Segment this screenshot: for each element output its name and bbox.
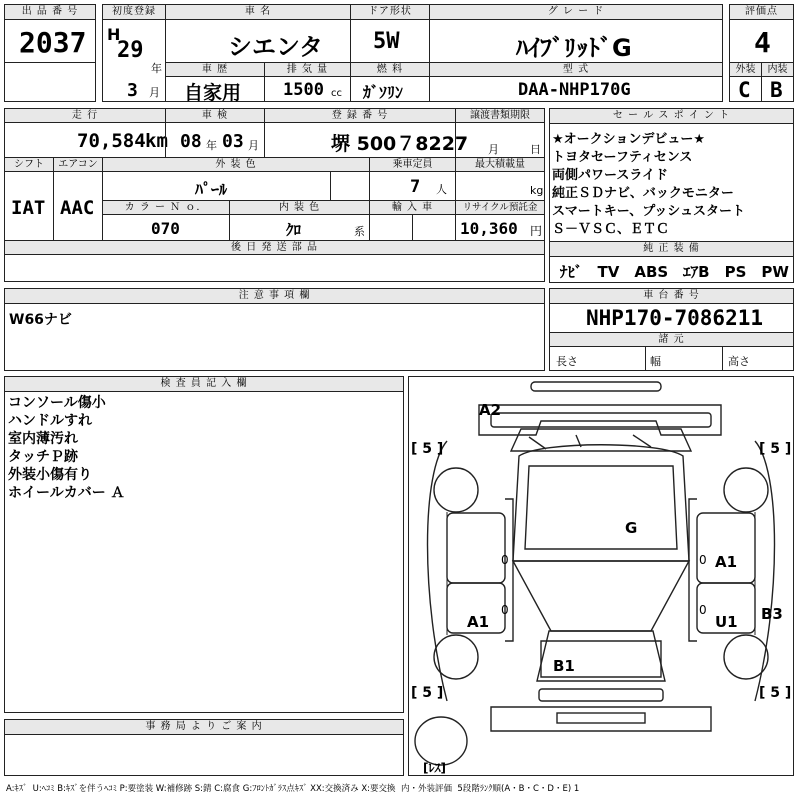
rear-lower <box>491 707 711 731</box>
tire-left-rear <box>434 635 478 679</box>
selling-point-2: トヨタセーフティセンス <box>552 150 693 165</box>
capacity: 7 <box>410 177 421 197</box>
ext-grade: C <box>738 78 751 102</box>
lot-blank <box>4 62 96 102</box>
inspection-month: 03 <box>222 131 244 152</box>
equipment-cell <box>549 256 794 283</box>
tire-tread-lr: [ 5 ] <box>411 685 444 701</box>
transfer-label: 譲渡書類期限 <box>455 108 545 123</box>
zero-right-rear: 0 <box>699 603 707 617</box>
inspector-note-1: コンソール傷小 <box>8 395 106 411</box>
cc-label: 排 気 量 <box>264 62 351 77</box>
capacity-cell <box>369 171 456 201</box>
recycle-cell <box>455 214 545 241</box>
mark-b3: B3 <box>761 605 783 623</box>
rear-plate <box>557 713 645 723</box>
year-unit: 年 <box>151 62 162 75</box>
door-label: ドア形状 <box>350 4 430 20</box>
history-label: 車 歴 <box>165 62 265 77</box>
score-label: 評価点 <box>729 4 794 20</box>
interior-color: ｸﾛ <box>286 221 302 239</box>
shift-label: シフト <box>4 157 54 172</box>
roof-inner <box>525 466 677 549</box>
model-cell <box>429 76 723 102</box>
recycle-fee: 10,360 <box>460 219 518 238</box>
exterior-color: ﾊﾟｰﾙ <box>195 180 228 199</box>
office-label: 事 務 局 よ り ご 案 内 <box>4 719 404 735</box>
inspection-cell <box>165 122 265 158</box>
car-name: シエンタ <box>228 33 324 61</box>
cc-unit: cc <box>331 88 342 99</box>
import-cell <box>369 214 456 241</box>
later-parts-label: 後 日 発 送 部 品 <box>4 240 545 255</box>
score: 4 <box>754 26 771 59</box>
tire-left-front <box>434 468 478 512</box>
reg-number: 堺 500７8227 <box>331 133 469 155</box>
reg-no-label: 登 録 番 号 <box>264 108 456 123</box>
reg-no-cell <box>264 122 469 158</box>
mileage-label: 走 行 <box>4 108 166 123</box>
load-label: 最大積載量 <box>455 157 545 172</box>
front-bumper <box>531 382 661 391</box>
later-parts-cell <box>4 254 545 282</box>
model-code: DAA-NHP170G <box>518 80 631 100</box>
fuel: ｶﾞｿﾘﾝ <box>363 83 404 102</box>
legend: A:ｷｽﾞ U:ﾍｺﾐ B:ｷｽﾞを伴うﾍｺﾐ P:要塗装 W:補修跡 S:錆 C:腐食 G:ﾌﾛﾝﾄｶﾞﾗｽ点ｷｽﾞ XX:交換済み X:要交換 内・外装評価 5段階ﾗﾝｸ順(A・B・C・D・E) 1 <box>6 784 580 794</box>
history: 自家用 <box>184 82 242 104</box>
inspector-note-6: ホイールカバー Ａ <box>8 485 125 501</box>
fuel-cell <box>350 76 430 102</box>
mark-b1: B1 <box>553 657 575 675</box>
mark-a1-right: A1 <box>715 553 738 571</box>
spec-height: 高さ <box>728 355 750 368</box>
selling-points-label: セ ー ル ス ポ イ ン ト <box>549 108 794 124</box>
recycle-label: リサイクル預託金 <box>455 200 545 215</box>
inspector-note-3: 室内薄汚れ <box>8 431 78 447</box>
rear-bumper <box>539 689 663 701</box>
capacity-label: 乗車定員 <box>369 157 456 172</box>
selling-point-4: 純正ＳＤナビ、バックモニター <box>552 186 734 201</box>
car-damage-diagram <box>409 377 793 775</box>
tire-tread-rf: [ 5 ] <box>759 441 792 457</box>
tire-spare-note: [ﾚｽ] <box>423 761 446 775</box>
chassis-label: 車 台 番 号 <box>549 288 794 304</box>
tire-tread-lf: [ 5 ] <box>411 441 444 457</box>
ac-label: エアコン <box>53 157 103 172</box>
inspector-label: 検 査 員 記 入 欄 <box>4 376 404 392</box>
inspection-label: 車 検 <box>165 108 265 123</box>
inspector-note-4: タッチＰ跡 <box>8 449 78 465</box>
color-sub-divider <box>330 171 331 201</box>
inspector-cell <box>4 391 404 713</box>
selling-point-3: 両側パワースライド <box>552 168 668 183</box>
zero-left-front: 0 <box>501 553 509 567</box>
spec-width: 幅 <box>650 355 661 368</box>
spec-label: 諸 元 <box>549 332 794 347</box>
windshield <box>511 429 691 451</box>
floor <box>513 561 689 631</box>
shift-cell <box>4 171 54 241</box>
lot-number: 2037 <box>19 26 87 59</box>
cc-cell <box>264 76 351 102</box>
int-cell <box>761 76 794 102</box>
aircon: AAC <box>60 197 95 219</box>
capacity-unit: 人 <box>436 183 447 196</box>
grade-cell <box>429 19 723 63</box>
inspection-year-unit: 年 <box>206 139 217 152</box>
inspector-note-5: 外装小傷有り <box>8 467 92 483</box>
selling-point-6: Ｓ－ＶＳＣ、ＥＴＣ <box>552 222 670 237</box>
wiper-right <box>633 435 651 447</box>
office-cell <box>4 734 404 776</box>
displacement: 1500 <box>283 80 324 100</box>
load-unit: kg <box>530 184 544 197</box>
first-reg-label: 初度登録 <box>102 4 166 20</box>
shift: IAT <box>11 197 46 219</box>
color-label: 外 装 色 <box>102 157 370 172</box>
equipment: ﾅﾋﾞ TV ABS ｴｱB PS PW <box>560 263 789 281</box>
ac-cell <box>53 171 103 241</box>
reg-year: 29 <box>117 38 144 63</box>
left-front-door <box>447 513 505 583</box>
score-cell <box>729 19 794 63</box>
tire-right-rear <box>724 635 768 679</box>
spec-length: 長さ <box>556 355 578 368</box>
tire-tread-rr: [ 5 ] <box>759 685 792 701</box>
ext-cell <box>729 76 762 102</box>
right-sill <box>689 499 697 641</box>
selling-point-5: スマートキー、プッシュスタート <box>552 204 746 219</box>
lot-cell <box>4 19 96 63</box>
selling-points-cell <box>549 123 794 242</box>
door-type: 5W <box>373 29 400 54</box>
caution-text: W66ナビ <box>9 312 72 328</box>
mark-u1: U1 <box>715 613 738 631</box>
caution-label: 注 意 事 項 欄 <box>4 288 545 304</box>
selling-point-1: ★オークションデビュー★ <box>552 132 706 147</box>
left-side-silhouette <box>428 441 448 701</box>
color-no: 070 <box>151 219 180 238</box>
int-grade: B <box>770 78 783 102</box>
inspection-year: 08 <box>180 131 202 152</box>
equipment-label: 純 正 装 備 <box>549 241 794 257</box>
chassis-number: NHP170-7086211 <box>586 306 764 330</box>
door-cell <box>350 19 430 63</box>
lot-label: 出 品 番 号 <box>4 4 96 20</box>
grade: ﾊｲﾌﾞﾘｯﾄﾞG <box>516 34 632 62</box>
mileage: 70,584 <box>77 130 146 152</box>
right-side-silhouette <box>755 441 775 701</box>
int-color-unit: 系 <box>354 225 365 238</box>
mark-a2: A2 <box>479 401 502 419</box>
chassis-cell <box>549 303 794 333</box>
car-name-cell <box>165 19 351 63</box>
first-reg-cell <box>102 19 166 102</box>
inspector-note-2: ハンドルすれ <box>8 413 92 429</box>
grade-label: グ レ ー ド <box>429 4 723 20</box>
mileage-unit: km <box>145 130 168 152</box>
load-cell <box>455 171 545 201</box>
history-cell <box>165 76 265 102</box>
roof-outline <box>513 445 689 561</box>
reg-month: 3 <box>127 80 138 101</box>
wiper-left <box>529 437 546 449</box>
month-unit: 月 <box>149 86 160 99</box>
color-no-cell <box>102 214 230 241</box>
zero-right-front: 0 <box>699 553 707 567</box>
mark-a1-left: A1 <box>467 613 490 631</box>
damage-diagram-frame <box>408 376 794 776</box>
transfer-month: 月 <box>488 143 499 156</box>
transfer-day: 日 <box>530 143 541 156</box>
tire-spare <box>415 717 467 765</box>
front-panel <box>479 405 721 435</box>
mark-g: G <box>625 519 638 537</box>
fuel-label: 燃 料 <box>350 62 430 77</box>
mileage-cell <box>4 122 166 158</box>
transfer-cell <box>455 122 545 158</box>
era: H <box>107 25 121 44</box>
tire-right-front <box>724 468 768 512</box>
recycle-unit: 円 <box>530 224 543 238</box>
color-no-label: カ ラ ー Ｎ ｏ． <box>102 200 230 215</box>
inspection-month-unit: 月 <box>248 139 259 152</box>
import-label: 輸 入 車 <box>369 200 456 215</box>
caution-cell <box>4 303 545 371</box>
ext-label: 外装 <box>729 62 762 77</box>
right-front-door <box>697 513 755 583</box>
left-sill <box>505 499 513 641</box>
zero-left-rear: 0 <box>501 603 509 617</box>
spec-cell <box>549 346 794 371</box>
int-color-label: 内 装 色 <box>229 200 370 215</box>
front-lower <box>491 413 711 427</box>
model-label: 型 式 <box>429 62 723 77</box>
int-label: 内装 <box>761 62 794 77</box>
car-name-label: 車 名 <box>165 4 351 20</box>
int-color-cell <box>229 214 370 241</box>
